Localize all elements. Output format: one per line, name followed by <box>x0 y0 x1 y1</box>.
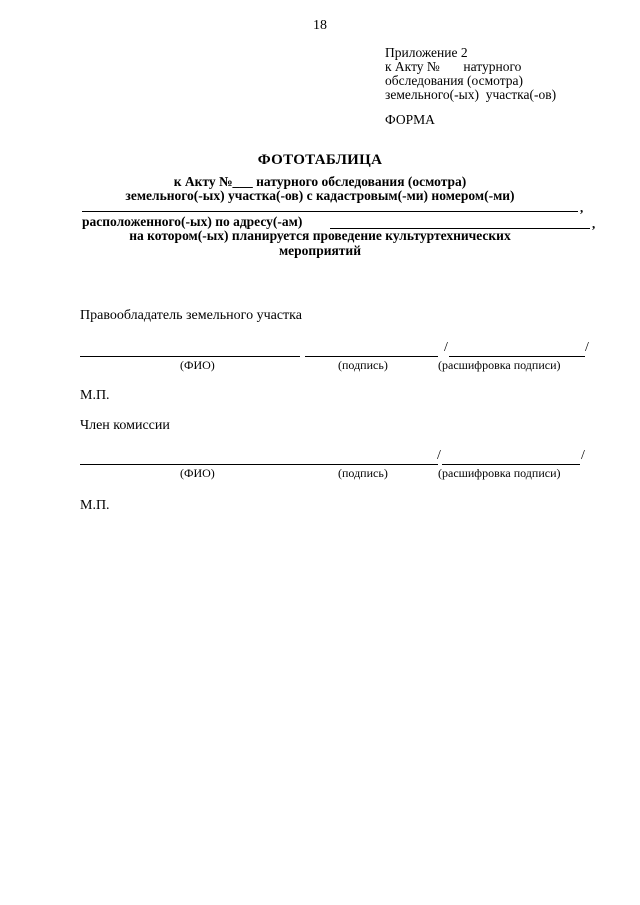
owner-stamp: М.П. <box>80 388 110 403</box>
owner-slash-2: / <box>585 340 589 355</box>
owner-sign-line <box>305 356 438 357</box>
owner-decode-line <box>449 356 585 357</box>
commission-slash-2: / <box>581 448 585 463</box>
cadastral-number-line <box>82 211 578 212</box>
annex-line-4: земельного(-ых) участка(-ов) <box>385 87 557 102</box>
owner-fio-caption: (ФИО) <box>180 358 215 372</box>
owner-fio-line <box>80 356 300 357</box>
owner-slash-1: / <box>444 340 448 355</box>
commission-sign-caption: (подпись) <box>338 466 388 480</box>
annex-block <box>385 46 556 102</box>
owner-sign-caption: (подпись) <box>338 358 388 372</box>
page-number: 18 <box>313 18 327 33</box>
commission-sign-line <box>300 464 438 465</box>
subtitle-line-1: к Акту №___ натурного обследования (осмотра) <box>173 174 467 189</box>
annex-line-1: Приложение 2 <box>385 45 468 60</box>
subtitle-line-5: на котором(-ых) планируется проведение культуртехнических <box>129 228 511 243</box>
commission-slash-1: / <box>437 448 441 463</box>
owner-decode-caption: (расшифровка подписи) <box>438 358 561 372</box>
subtitle-line-2: земельного(-ых) участка(-ов) с кадастровым(-ми) номером(-ми) <box>125 188 515 203</box>
subtitle-line-6: мероприятий <box>278 243 361 258</box>
annex-line-3: обследования (осмотра) <box>385 73 523 88</box>
commission-decode-caption: (расшифровка подписи) <box>438 466 561 480</box>
address-comma: , <box>592 216 596 231</box>
owner-label: Правообладатель земельного участка <box>80 308 302 323</box>
cadastral-comma: , <box>580 200 584 215</box>
commission-label: Член комиссии <box>80 418 170 433</box>
annex-line-2: к Акту № натурного <box>385 59 522 74</box>
form-label: ФОРМА <box>385 112 435 127</box>
commission-fio-line <box>80 464 300 465</box>
commission-stamp: М.П. <box>80 498 110 513</box>
commission-fio-caption: (ФИО) <box>180 466 215 480</box>
commission-decode-line <box>442 464 580 465</box>
address-label: расположенного(-ых) по адресу(-ам) <box>82 214 303 229</box>
document-title: ФОТОТАБЛИЦА <box>257 152 383 168</box>
